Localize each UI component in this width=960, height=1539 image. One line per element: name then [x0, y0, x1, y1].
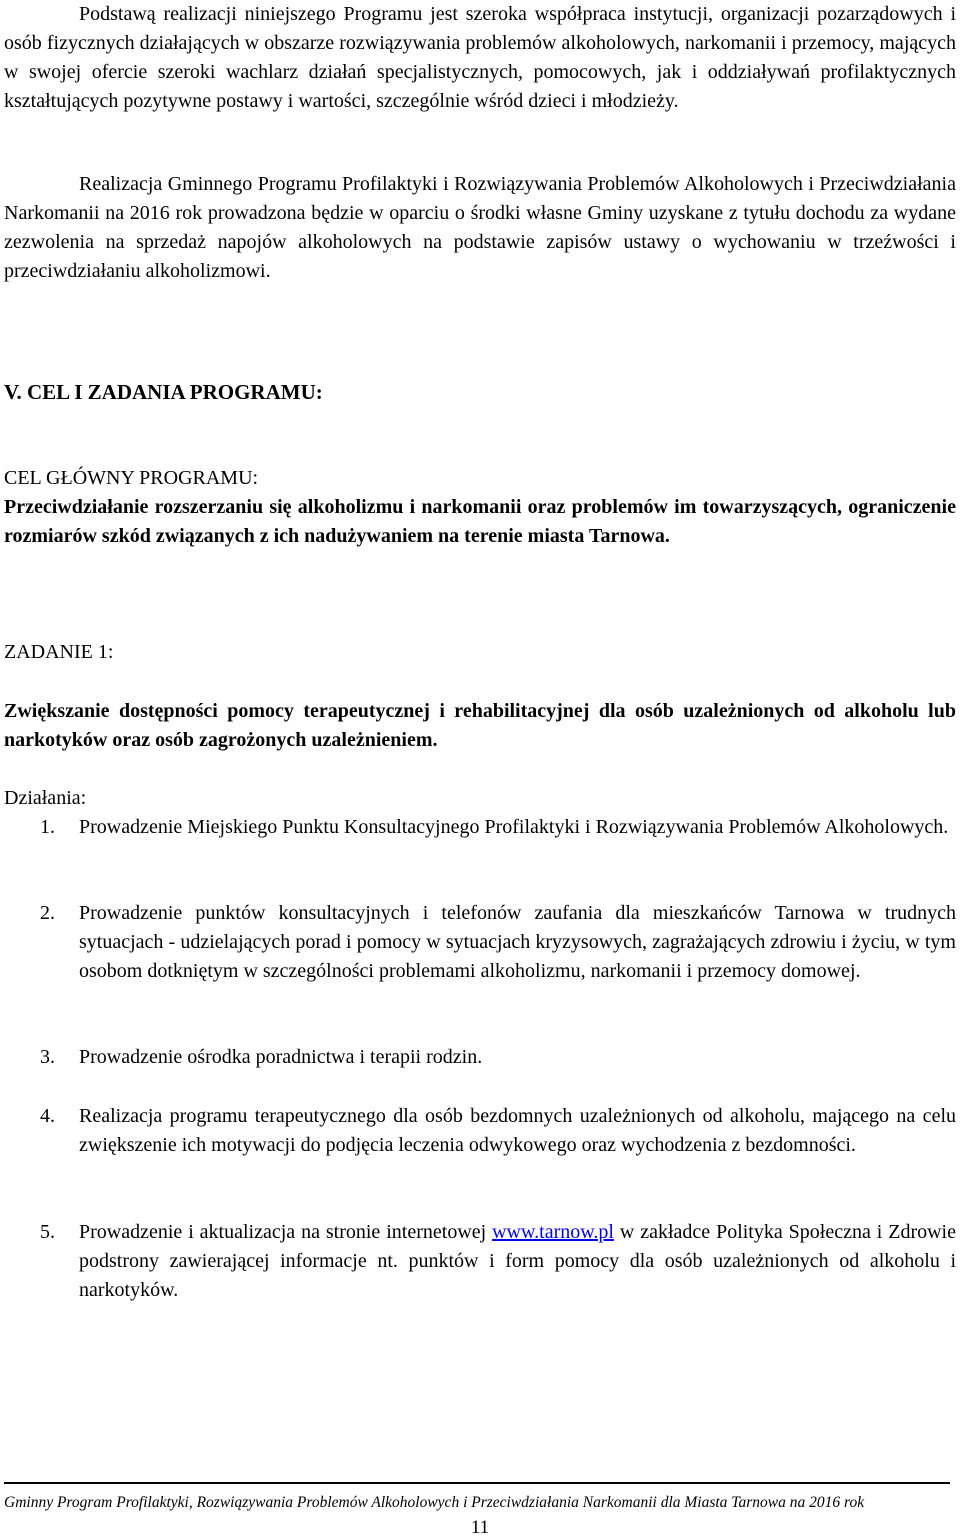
task-label: ZADANIE 1: — [4, 641, 114, 663]
action-text: Realizacja programu terapeutycznego dla osób bezdomnych uzależnionych od alkoholu, mającego na celu zwiększenie ich motywacji do podjęcia leczenia odwykowego oraz wychodzenia z bezdomności. — [79, 1105, 956, 1156]
action-item — [4, 899, 956, 986]
section-heading: V. CEL I ZADANIA PROGRAMU: — [4, 380, 323, 404]
action-text: Prowadzenie punktów konsultacyjnych i telefonów zaufania dla mieszkańców Tarnowa w trudnych sytuacjach - udzielających porad i pomocy w sytuacjach kryzysowych, zagrażających zdrowiu i życiu, w tym osobom dotkniętym w szczególności problemami alkoholizmu, narkomanii i przemocy domowej. — [79, 902, 956, 982]
action-item — [4, 1102, 956, 1160]
action-number: 3. — [40, 1046, 55, 1068]
action-text-after: w zakładce Polityka Społeczna i Zdrowie podstrony zawierającej informacje nt. punktów i form pomocy dla osób uzależnionych od alkoholu i narkotyków. — [79, 1221, 956, 1301]
main-goal-label: CEL GŁÓWNY PROGRAMU: — [4, 467, 259, 489]
action-number: 1. — [40, 816, 55, 838]
action-item — [4, 1043, 956, 1072]
action-text-before: Prowadzenie i aktualizacja na stronie internetowej — [79, 1221, 493, 1243]
actions-label: Działania: — [4, 787, 87, 809]
footer-divider — [4, 1482, 950, 1484]
footer-text: Gminny Program Profilaktyki, Rozwiązywania Problemów Alkoholowych i Przeciwdziałania Narkomanii dla Miasta Tarnowa na 2016 rok — [4, 1494, 865, 1511]
action-text: Prowadzenie Miejskiego Punktu Konsultacyjnego Profilaktyki i Rozwiązywania Problemów Alkoholowych. — [79, 816, 949, 838]
paragraph-funding: Realizacja Gminnego Programu Profilaktyki i Rozwiązywania Problemów Alkoholowych i Przeciwdziałania Narkomanii na 2016 rok prowadzona będzie w oparciu o środki własne Gminy uzyskane z tytułu dochodu za wydane zezwolenia na sprzedaż napojów alkoholowych na podstawie zapisów ustawy o wychowaniu w trzeźwości i przeciwdziałaniu alkoholizmowi. — [4, 173, 956, 282]
action-number: 2. — [40, 902, 55, 924]
action-item — [4, 813, 956, 842]
paragraph-cooperation: Podstawą realizacji niniejszego Programu jest szeroka współpraca instytucji, organizacji pozarządowych i osób fizycznych działających w obszarze rozwiązywania problemów alkoholowych, narkomanii i przemocy, mających w swojej ofercie szeroki wachlarz działań specjalistycznych, pomocowych, jak i oddziaływań profilaktycznych kształtujących pozytywne postawy i wartości, szczególnie wśród dzieci i młodzieży. — [4, 3, 956, 112]
task-text: Zwiększanie dostępności pomocy terapeutycznej i rehabilitacyjnej dla osób uzależnionych od alkoholu lub narkotyków oraz osób zagrożonych uzależnieniem. — [4, 700, 956, 751]
action-text: Prowadzenie ośrodka poradnictwa i terapii rodzin. — [79, 1046, 483, 1068]
page-number: 11 — [470, 1517, 490, 1538]
main-goal-text: Przeciwdziałanie rozszerzaniu się alkoholizmu i narkomanii oraz problemów im towarzyszących, ograniczenie rozmiarów szkód związanych z ich nadużywaniem na terenie miasta Tarnowa. — [4, 496, 956, 547]
action-number: 5. — [40, 1221, 55, 1243]
action-item — [4, 1218, 956, 1305]
action-number: 4. — [40, 1105, 55, 1127]
action-text — [79, 1218, 956, 1305]
website-link[interactable]: www.tarnow.pl — [492, 1221, 614, 1243]
